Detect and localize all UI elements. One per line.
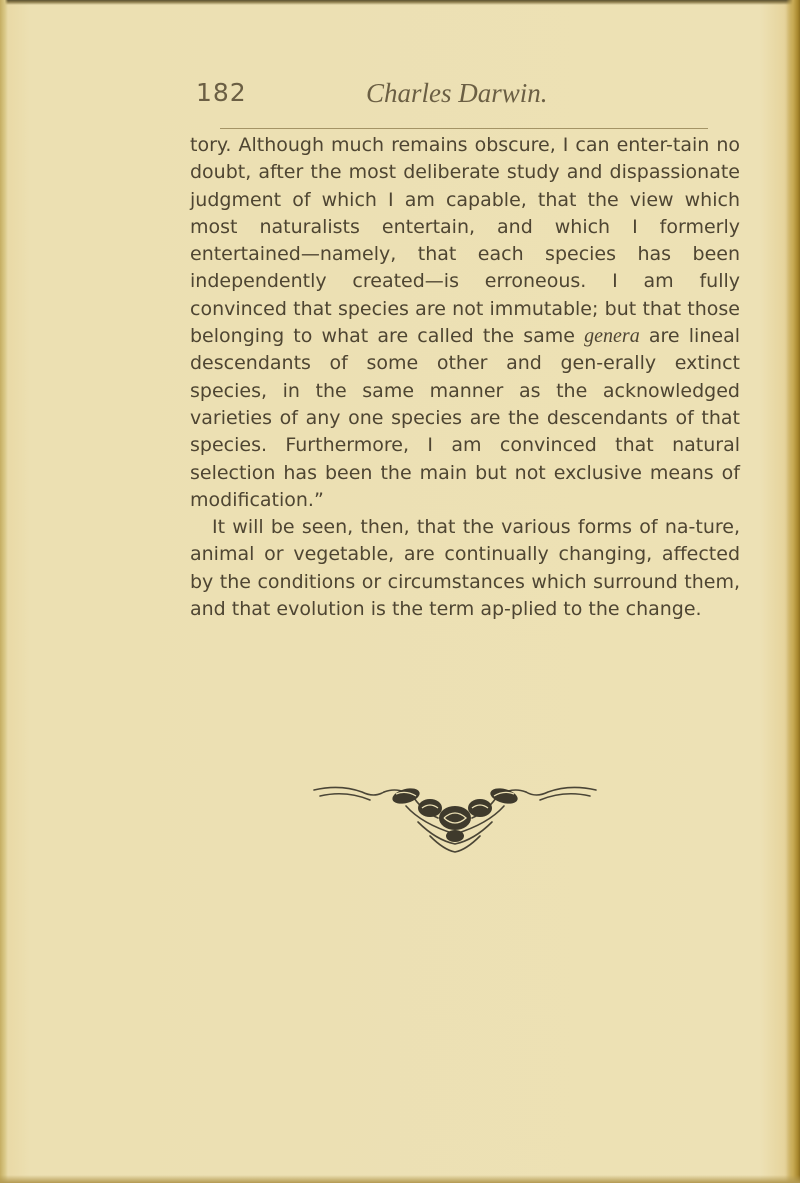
header-rule — [220, 128, 708, 129]
page-bottom-edge — [0, 1175, 800, 1183]
decorative-tailpiece-ornament — [310, 778, 600, 858]
page-number: 182 — [196, 78, 247, 107]
body-text — [190, 132, 740, 623]
paragraph-1-text-a: tory. Although much remains obscure, I can enter-tain no doubt, after the most deliberate study and dispassionate judgment of which I am capable, that the view which most naturalists entertain, and which I formerly entertained—namely, that each species has been independently created—is erroneous. I am fully convinced that species are not immutable; but that those belonging to what are called the same — [190, 134, 740, 348]
italic-term: genera — [584, 325, 640, 348]
paragraph-1 — [190, 132, 740, 514]
page-top-edge — [0, 0, 800, 5]
paragraph-2: It will be seen, then, that the various forms of na-ture, animal or vegetable, are continually changing, affected by the conditions or circumstances which surround them, and that evolution is the term ap-plied to the change. — [190, 516, 740, 621]
running-header — [196, 78, 716, 118]
page-right-edge — [786, 0, 800, 1183]
paragraph-1-text-b: are lineal descendants of some other and gen-erally extinct species, in the same manner as the acknowledged varieties of any one species are the descendants of that species. Furthermore, I am convinced that natural selection has been the main but not exclusive means of modification.” — [190, 325, 740, 511]
running-title: Charles Darwin. — [366, 78, 548, 108]
page-left-edge — [0, 0, 8, 1183]
